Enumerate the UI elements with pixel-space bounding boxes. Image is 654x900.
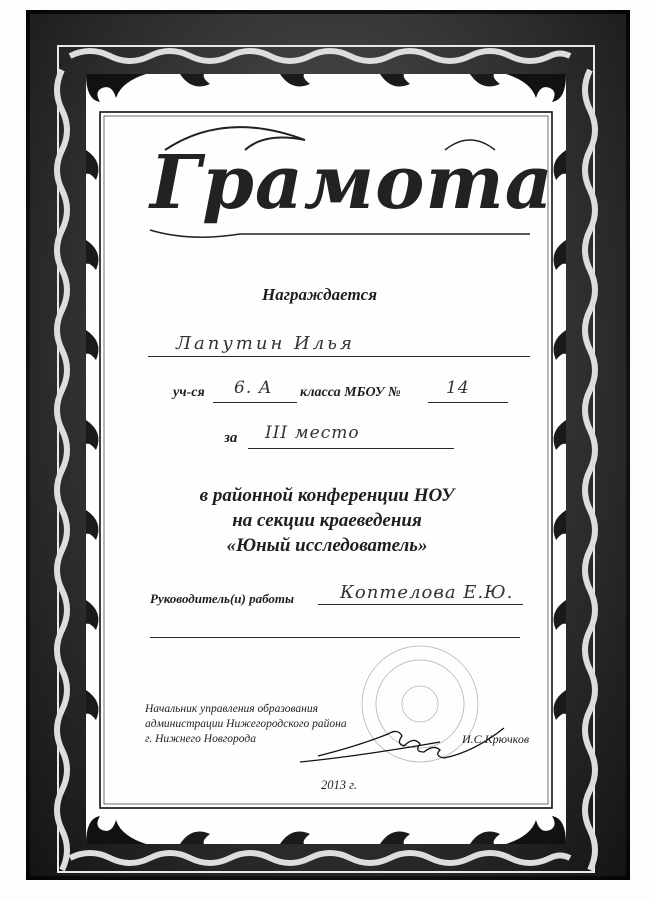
recipient-rule (148, 356, 530, 357)
recipient-name: Лапутин Илья (176, 333, 355, 354)
class-rule (213, 402, 297, 403)
school-rule (428, 402, 508, 403)
event-line-3: «Юный исследователь» (226, 535, 428, 556)
class-label: класса МБОУ № (300, 385, 401, 400)
event-line-2: на секции краеведения (232, 510, 422, 531)
supervisor-label: Руководитель(и) работы (150, 591, 295, 606)
certificate-title: Грамота (150, 140, 554, 226)
year: 2013 г. (321, 778, 357, 792)
class-value: 6. А (234, 378, 273, 398)
official-name: И.С.Крючков (462, 732, 530, 746)
awarded-label: Награждается (262, 285, 377, 304)
official-line-1: Начальник управления образования (145, 703, 318, 715)
student-prefix: уч-ся (173, 385, 205, 400)
supervisor-rule-2 (150, 637, 520, 638)
for-label: за (224, 430, 238, 446)
place-value: III место (265, 423, 360, 443)
event-line-1: в районной конференции НОУ (199, 485, 455, 506)
place-rule (248, 448, 454, 449)
official-line-3: г. Нижнего Новгорода (145, 733, 256, 745)
supervisor-value: Коптелова Е.Ю. (340, 582, 514, 603)
supervisor-rule (318, 604, 523, 605)
school-number: 14 (446, 378, 470, 398)
official-line-2: администрации Нижегородского района (145, 718, 347, 730)
